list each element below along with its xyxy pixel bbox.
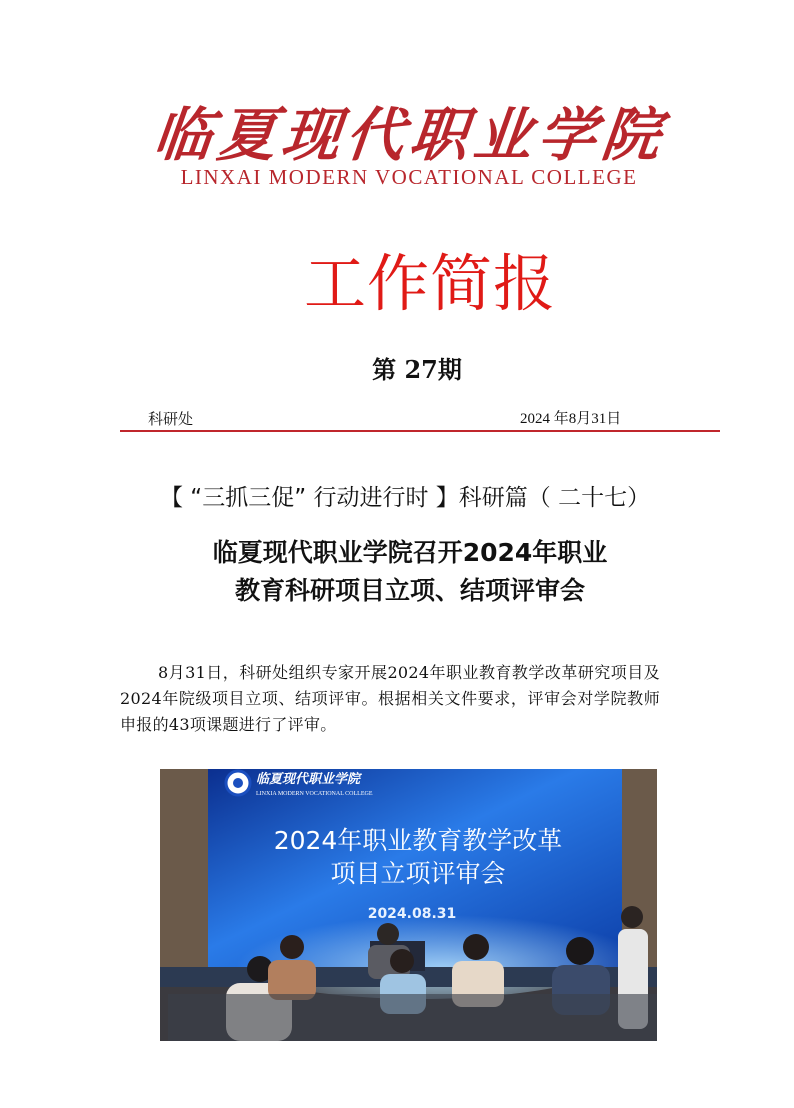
screen-logo-en: LINXIA MODERN VOCATIONAL COLLEGE — [256, 791, 373, 797]
screen-date: 2024.08.31 — [367, 906, 457, 922]
column-tag: 【 “三抓三促” 行动进行时 】科研篇（ 二十七） — [160, 485, 651, 511]
header-divider — [120, 430, 720, 432]
college-name-english: LINXAI MODERN VOCATIONAL COLLEGE — [180, 165, 638, 189]
issue-number: 第 27期 — [372, 355, 462, 384]
screen-logo-cn: 临夏现代职业学院 — [256, 772, 361, 787]
screen-title-line-2: 项目立项评审会 — [330, 859, 506, 888]
headline-line-2: 教育科研项目立项、结项评审会 — [234, 576, 585, 605]
issuing-department: 科研处 — [148, 410, 194, 428]
article-body: 8月31日，科研处组织专家开展2024年职业教育教学改革研究项目及2024年院级项目立项、结项评审。根据相关文件要求，评审会对学院教师申报的43项课题进行了评审。 — [120, 663, 660, 734]
chair-row — [168, 994, 657, 1041]
college-emblem-center — [233, 778, 243, 788]
meeting-photo — [160, 769, 657, 1041]
article-headline — [130, 534, 690, 610]
screen-title-line-1: 2024年职业教育教学改革 — [273, 826, 563, 855]
issue-date: 2024 年8月31日 — [520, 411, 622, 427]
college-name-calligraphy: 临夏现代职业学院 — [150, 101, 670, 169]
bulletin-title: 工作简报 — [303, 247, 556, 320]
headline-line-1: 临夏现代职业学院召开2024年职业 — [212, 538, 608, 567]
